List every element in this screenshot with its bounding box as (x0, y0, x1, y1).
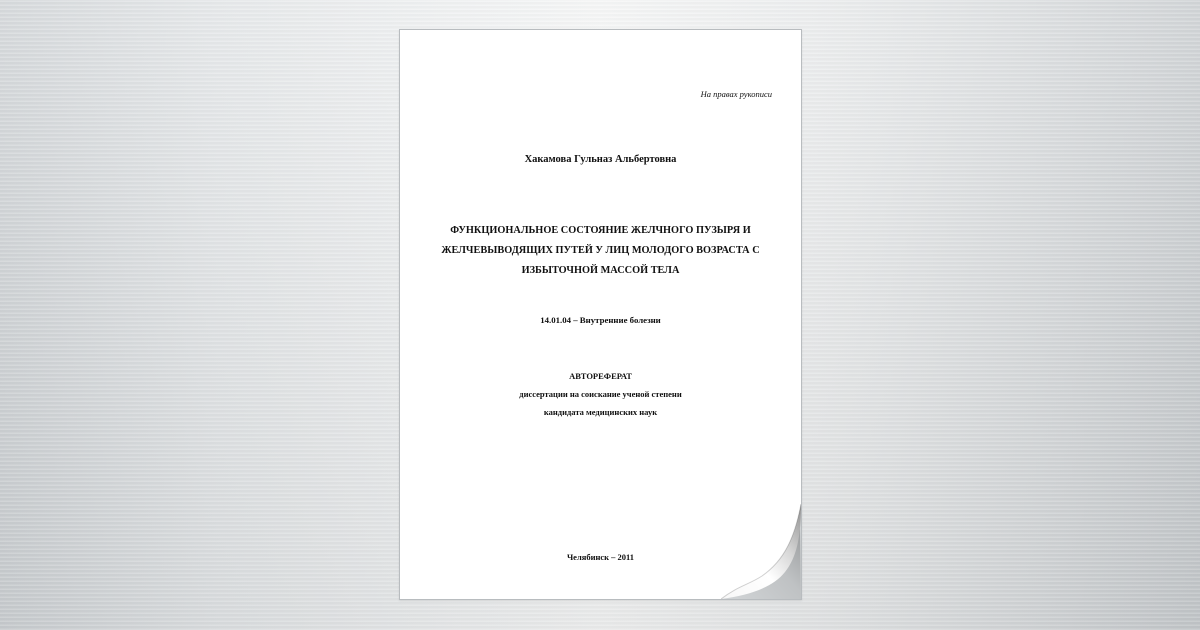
abstract-line: кандидата медицинских наук (543, 407, 658, 417)
abstract-heading: АВТОРЕФЕРАТ (569, 371, 632, 381)
abstract-block (400, 367, 801, 421)
page-curl-icon (721, 484, 801, 599)
city-year: Челябинск – 2011 (566, 552, 635, 562)
title-line: ФУНКЦИОНАЛЬНОЕ СОСТОЯНИЕ ЖЕЛЧНОГО ПУЗЫРЯ И (450, 225, 751, 236)
title-line: ИЗБЫТОЧНОЙ МАССОЙ ТЕЛА (521, 265, 680, 276)
rights-note: На правах рукописи (700, 89, 772, 99)
document-page (399, 29, 802, 600)
title-line: ЖЕЛЧЕВЫВОДЯЩИХ ПУТЕЙ У ЛИЦ МОЛОДОГО ВОЗРАСТА С (441, 245, 760, 256)
abstract-line: диссертации на соискание ученой степени (519, 389, 682, 399)
dissertation-title (422, 221, 779, 281)
specialty-code: 14.01.04 – Внутренние болезни (540, 315, 661, 325)
author-name: Хакамова Гульназ Альбертовна (524, 154, 677, 165)
